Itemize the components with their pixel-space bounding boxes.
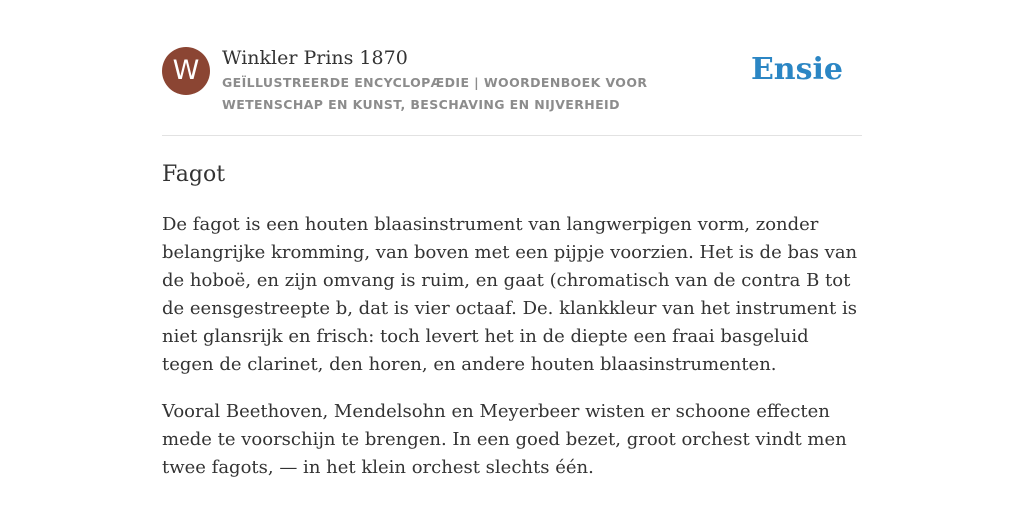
source-subtitle: GEÏLLUSTREERDE ENCYCLOPÆDIE | WOORDENBOEK VOOR WETENSCHAP EN KUNST, BESCHAVING EN NIJVERHEID	[222, 75, 648, 112]
entry-title: Fagot	[162, 162, 226, 187]
entry-paragraph: Vooral Beethoven, Mendelsohn en Meyerbeer wisten er schoone effecten mede te voorschijn te brengen. In een goed bezet, groot orchest vindt men twee fagots, — in het klein orchest slechts één.	[162, 401, 847, 478]
source-header	[162, 44, 862, 136]
source-title[interactable]: Winkler Prins 1870	[222, 47, 408, 69]
entry-paragraph: De fagot is een houten blaasinstrument van langwerpigen vorm, zonder belangrijke kromming, van boven met een pijpje voorzien. Het is de bas van de hoboë, en zijn omvang is ruim, en gaat (chromatisch van de contra B tot de eensgestreepte b, dat is vier octaaf. De. klankkleur van het instrument is niet glansrijk en frisch: toch levert het in de diepte een fraai basgeluid tegen de clarinet, den horen, en andere houten blaasinstrumenten.	[162, 214, 858, 375]
page-container	[162, 44, 862, 482]
ensie-logo[interactable]: Ensie	[750, 52, 843, 87]
source-avatar[interactable]: W	[162, 47, 210, 95]
